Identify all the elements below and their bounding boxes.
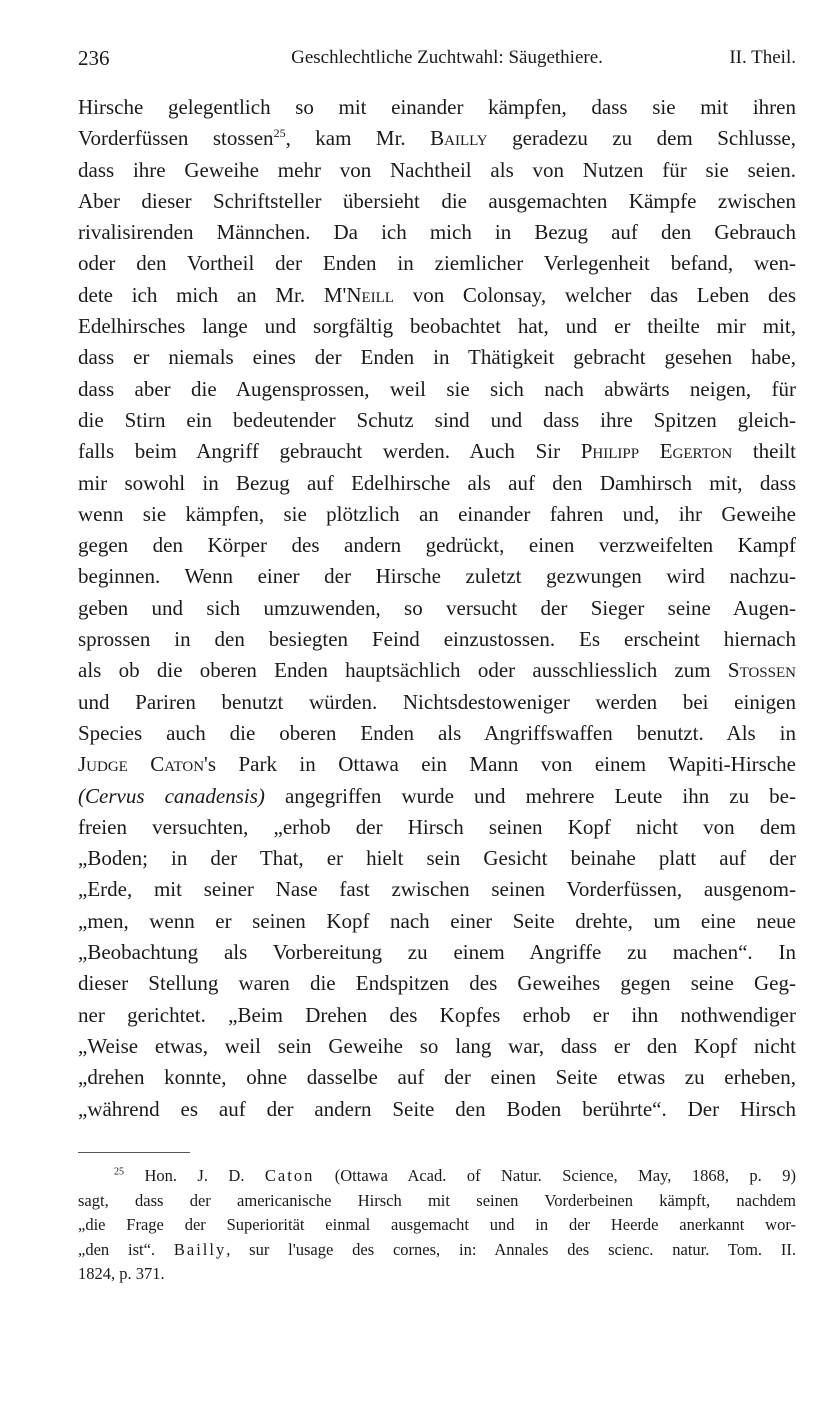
text-line: „Beobachtung als Vorbereitung zu einem Angriffe zu machen“. In — [78, 940, 796, 965]
part-label: II. Theil. — [729, 47, 796, 68]
text-line: die Stirn ein bedeutender Schutz sind und dass ihre Spitzen gleich- — [78, 407, 796, 432]
text-line: „Erde, mit seiner Nase fast zwischen seinen Vorderfüssen, ausgenom- — [78, 877, 796, 902]
footnote-line: $^{25}$ Hon. J. D. Caton (Ottawa Acad. of Natur. Science, May, 1868, p. 9) — [114, 1166, 796, 1185]
page-header — [78, 46, 796, 76]
person-name: M'Neill — [323, 282, 394, 307]
footnote-line: „die Frage der Superiorität einmal ausgemacht und in der Heerde anerkannt wor- — [78, 1215, 796, 1235]
text-line: „drehen konnte, ohne dasselbe auf der einen Seite etwas zu erheben, — [78, 1065, 796, 1090]
species-name: (Cervus canadensis) — [78, 783, 265, 808]
text-line: geben und sich umzuwenden, so versucht der Sieger seine Augen- — [78, 595, 796, 620]
footnote-line: 1824, p. 371. — [78, 1264, 165, 1284]
footnote-marker: 25 — [114, 1166, 124, 1178]
text-line: Edelhirsches lange und sorgfältig beobachtet hat, und er theilte mir mit, — [78, 314, 796, 339]
text-line: „während es auf der andern Seite den Boden berührte“. Der Hirsch — [78, 1096, 796, 1121]
text-line: oder den Vortheil der Enden in ziemlicher Verlegenheit befand, wen- — [78, 251, 796, 276]
author-name: Bailly — [173, 1239, 227, 1259]
text-line: gegen den Körper des andern gedrückt, einen verzweifelten Kampf — [78, 533, 796, 558]
running-title: Geschlechtliche Zuchtwahl: Säugethiere. — [291, 47, 603, 68]
author-name: Caton — [264, 1166, 315, 1185]
text-line: Species auch die oberen Enden als Angriffswaffen benutzt. Als in — [78, 720, 796, 745]
footnote — [78, 1164, 796, 1287]
text-line: rivalisirenden Männchen. Da ich mich in Bezug auf den Gebrauch — [78, 220, 796, 245]
text-line: dass ihre Geweihe mehr von Nachtheil als von Nutzen für sie seien. — [78, 157, 796, 182]
author-name: Bailly — [430, 126, 488, 151]
text-line: mir sowohl in Bezug auf Edelhirsche als auf den Damhirsch mit, dass — [78, 470, 796, 495]
text-line: „men, wenn er seinen Kopf nach einer Seite drehte, um eine neue — [78, 908, 796, 933]
text-line: Vorderfüssen stossen$^{25}$, kam Mr. Bailly geradezu zu dem Schlusse, — [78, 126, 796, 151]
text-line: und Pariren benutzt würden. Nichtsdestoweniger werden bei einigen — [78, 689, 796, 714]
footnote-line: sagt, dass der americanische Hirsch mit seinen Vorderbeinen kämpft, nachdem — [78, 1190, 796, 1210]
text-line: „Weise etwas, weil sein Geweihe so lang war, dass er den Kopf nicht — [78, 1033, 796, 1058]
text-line: Judge Caton's Park in Ottawa ein Mann von einem Wapiti-Hirsche — [78, 752, 796, 777]
footnote-ref[interactable]: 25 — [273, 126, 286, 141]
person-name: Philipp Egerton — [580, 439, 733, 464]
main-text — [78, 92, 796, 1125]
text-line: dass aber die Augensprossen, weil sie sich nach abwärts neigen, für — [78, 376, 796, 401]
text-line: Hirsche gelegentlich so mit einander kämpfen, dass sie mit ihren — [78, 95, 796, 119]
text-line: Aber dieser Schriftsteller übersieht die ausgemachten Kämpfe zwischen — [78, 188, 796, 213]
text-line: falls beim Angriff gebraucht werden. Auch Sir Philipp Egerton theilt — [78, 439, 796, 464]
text-line: sprossen in den besiegten Feind einzustossen. Es erscheint hiernach — [78, 627, 796, 652]
text-line: beginnen. Wenn einer der Hirsche zuletzt gezwungen wird nachzu- — [78, 564, 796, 589]
text-line: (Cervus canadensis) angegriffen wurde und mehrere Leute ihn zu be- — [78, 783, 796, 808]
person-name: Judge Caton — [78, 752, 205, 777]
page-number: 236 — [78, 46, 110, 70]
text-line: „Boden; in der That, er hielt sein Gesicht beinahe platt auf der — [78, 846, 796, 871]
text-line: freien versuchten, „erhob der Hirsch seinen Kopf nicht von dem — [78, 814, 796, 839]
text-line: dete ich mich an Mr. M'Neill von Colonsay, welcher das Leben des — [78, 282, 796, 307]
text-line: wenn sie kämpfen, sie plötzlich an einander fahren und, ihr Geweihe — [78, 501, 796, 526]
text-line: dieser Stellung waren die Endspitzen des Geweihes gegen seine Geg- — [78, 971, 796, 996]
footnote-line: „den ist“. Bailly, sur l'usage des cornes, in: Annales des scienc. natur. Tom. II. — [78, 1239, 796, 1259]
footnote-divider — [78, 1152, 190, 1153]
text-line: als ob die oberen Enden hauptsächlich oder ausschliesslich zum Stossen — [78, 658, 796, 683]
text-line: dass er niemals eines der Enden in Thätigkeit gebracht gesehen habe, — [78, 345, 796, 370]
text-line: ner gerichtet. „Beim Drehen des Kopfes erhob er ihn nothwendiger — [78, 1002, 796, 1027]
